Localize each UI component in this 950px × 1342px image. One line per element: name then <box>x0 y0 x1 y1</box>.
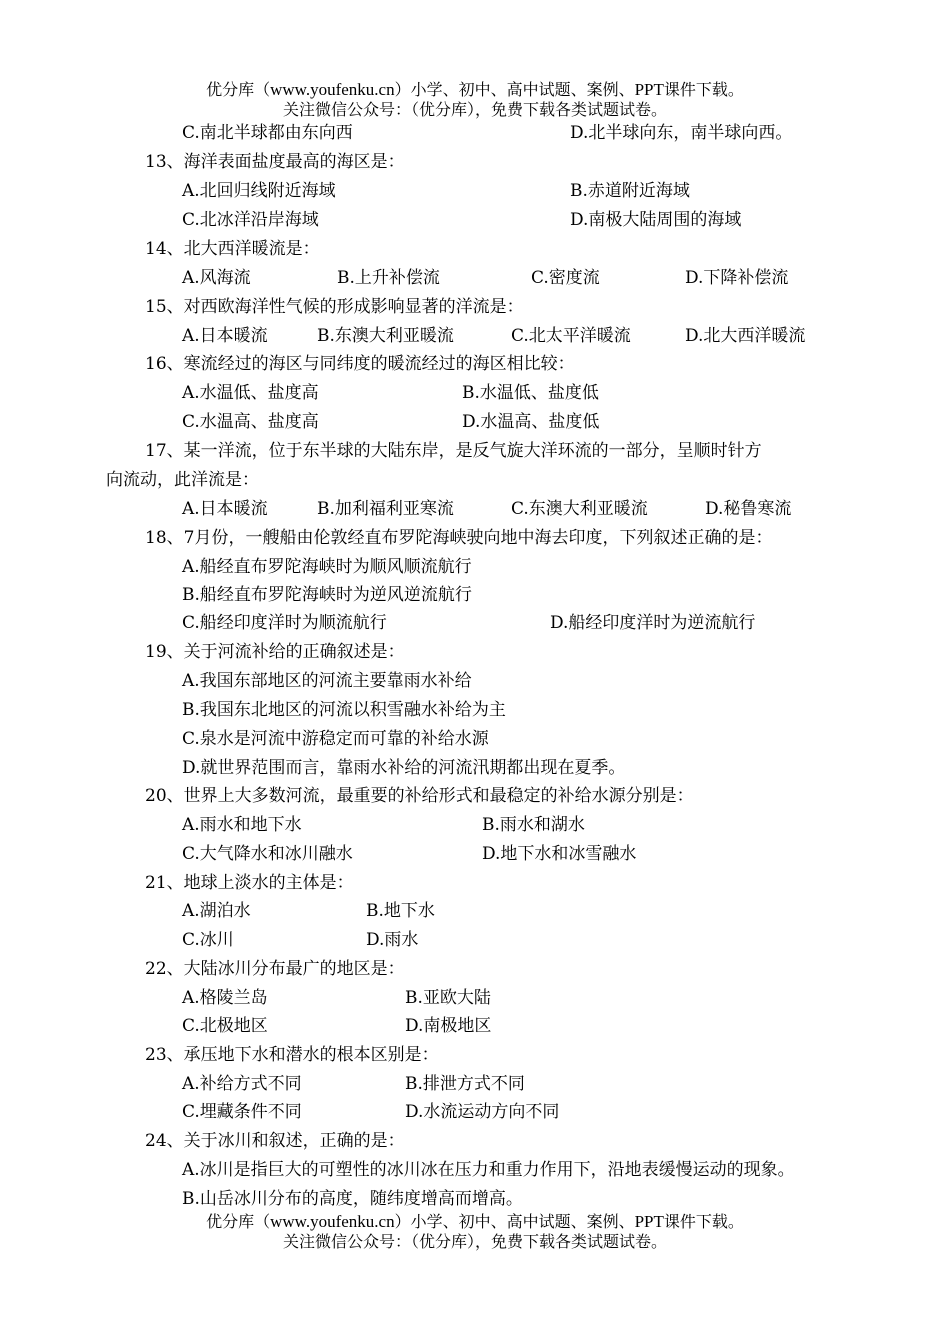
q14-option-d: D.下降补偿流 <box>685 268 789 288</box>
q15-option-c: C.北太平洋暖流 <box>511 326 631 346</box>
q17-option-c: C.东澳大利亚暖流 <box>511 499 648 519</box>
footer-ppt: PPT <box>634 1212 664 1231</box>
q14-option-c: C.密度流 <box>531 268 600 288</box>
q16-option-c: C.水温高、盐度高 <box>182 412 319 432</box>
q12-option-d: D.北半球向东，南半球向西。 <box>570 123 793 143</box>
q21-option-b: B.地下水 <box>366 901 435 921</box>
q22-option-d: D.南极地区 <box>405 1016 492 1036</box>
q15-option-b: B.东澳大利亚暖流 <box>317 326 454 346</box>
q13-option-b: B.赤道附近海域 <box>570 181 690 201</box>
q13-option-d: D.南极大陆周围的海域 <box>570 210 742 230</box>
q17-option-a: A.日本暖流 <box>182 499 268 519</box>
q20-option-a: A.雨水和地下水 <box>182 815 302 835</box>
footer-site-desc: ）小学、初中、高中试题、案例、 <box>394 1212 635 1231</box>
q21-option-a: A.湖泊水 <box>182 901 251 921</box>
q21-option-c: C.冰川 <box>182 930 234 950</box>
q17-stem-line-1: 17、某一洋流，位于东半球的大陆东岸，是反气旋大洋环流的一部分，呈顺时针方 <box>145 441 762 461</box>
q22-stem: 22、大陆冰川分布最广的地区是： <box>145 959 405 979</box>
q24-option-b: B.山岳冰川分布的高度，随纬度增高而增高。 <box>182 1189 523 1209</box>
q19-option-c: C.泉水是河流中游稳定而可靠的补给水源 <box>182 729 489 749</box>
q23-option-d: D.水流运动方向不同 <box>405 1102 560 1122</box>
footer-download: 课件下载。 <box>663 1212 744 1231</box>
q18-option-a: A.船经直布罗陀海峡时为顺风顺流航行 <box>182 557 472 577</box>
q12-option-c: C.南北半球都由东向西 <box>182 123 353 143</box>
q22-option-b: B.亚欧大陆 <box>405 988 491 1008</box>
q23-option-c: C.埋藏条件不同 <box>182 1102 302 1122</box>
q18-option-b: B.船经直布罗陀海峡时为逆风逆流航行 <box>182 585 472 605</box>
q20-option-d: D.地下水和冰雪融水 <box>482 844 637 864</box>
q13-option-a: A.北回归线附近海域 <box>182 181 336 201</box>
q20-option-c: C.大气降水和冰川融水 <box>182 844 353 864</box>
q14-option-a: A.风海流 <box>182 268 251 288</box>
header-line-2: 关注微信公众号：（优分库），免费下载各类试题试卷。 <box>282 100 667 119</box>
header-download: 课件下载。 <box>663 80 744 99</box>
q19-option-d: D.就世界范围而言，靠雨水补给的河流汛期都出现在夏季。 <box>182 758 626 778</box>
q15-option-a: A.日本暖流 <box>182 326 268 346</box>
q22-option-c: C.北极地区 <box>182 1016 268 1036</box>
q16-option-d: D.水温高、盐度低 <box>462 412 600 432</box>
footer-line-1 <box>0 1212 950 1232</box>
header-site-desc: ）小学、初中、高中试题、案例、 <box>394 80 635 99</box>
header-site-prefix: 优分库（ <box>206 80 271 99</box>
q20-option-b: B.雨水和湖水 <box>482 815 585 835</box>
q21-stem: 21、地球上淡水的主体是： <box>145 873 354 893</box>
header-ppt: PPT <box>634 80 664 99</box>
q15-option-d: D.北大西洋暖流 <box>685 326 806 346</box>
q15-stem: 15、对西欧海洋性气候的形成影响显著的洋流是： <box>145 297 524 317</box>
q18-option-d: D.船经印度洋时为逆流航行 <box>550 613 756 633</box>
q19-option-b: B.我国东北地区的河流以积雪融水补给为主 <box>182 700 506 720</box>
q23-option-a: A.补给方式不同 <box>182 1074 302 1094</box>
q17-option-d: D.秘鲁寒流 <box>705 499 792 519</box>
q20-stem: 20、世界上大多数河流，最重要的补给形式和最稳定的补给水源分别是： <box>145 786 694 806</box>
q14-option-b: B.上升补偿流 <box>337 268 440 288</box>
footer-site-prefix: 优分库（ <box>206 1212 271 1231</box>
q18-stem: 18、7月份，一艘船由伦敦经直布罗陀海峡驶向地中海去印度，下列叙述正确的是： <box>145 528 773 548</box>
q21-option-d: D.雨水 <box>366 930 419 950</box>
q13-option-c: C.北冰洋沿岸海域 <box>182 210 319 230</box>
header-site-url: www.youfenku.cn <box>270 80 395 99</box>
q24-option-a: A.冰川是指巨大的可塑性的冰川冰在压力和重力作用下，沿地表缓慢运动的现象。 <box>182 1160 795 1180</box>
q19-option-a: A.我国东部地区的河流主要靠雨水补给 <box>182 671 472 691</box>
q18-option-c: C.船经印度洋时为顺流航行 <box>182 613 387 633</box>
q23-option-b: B.排泄方式不同 <box>405 1074 525 1094</box>
q16-stem: 16、寒流经过的海区与同纬度的暖流经过的海区相比较： <box>145 354 575 374</box>
footer-site-url: www.youfenku.cn <box>270 1212 395 1231</box>
header-line-1 <box>0 80 950 100</box>
q19-stem: 19、关于河流补给的正确叙述是： <box>145 642 405 662</box>
q13-stem: 13、海洋表面盐度最高的海区是： <box>145 152 405 172</box>
q24-stem: 24、关于冰川和叙述，正确的是： <box>145 1131 405 1151</box>
q17-stem-line-2: 向流动，此洋流是： <box>106 470 259 490</box>
q23-stem: 23、承压地下水和潜水的根本区别是： <box>145 1045 439 1065</box>
q16-option-b: B.水温低、盐度低 <box>462 383 599 403</box>
q14-stem: 14、北大西洋暖流是： <box>145 239 320 259</box>
q22-option-a: A.格陵兰岛 <box>182 988 268 1008</box>
q16-option-a: A.水温低、盐度高 <box>182 383 319 403</box>
q17-option-b: B.加利福利亚寒流 <box>317 499 454 519</box>
footer-line-2: 关注微信公众号：（优分库），免费下载各类试题试卷。 <box>282 1232 667 1251</box>
